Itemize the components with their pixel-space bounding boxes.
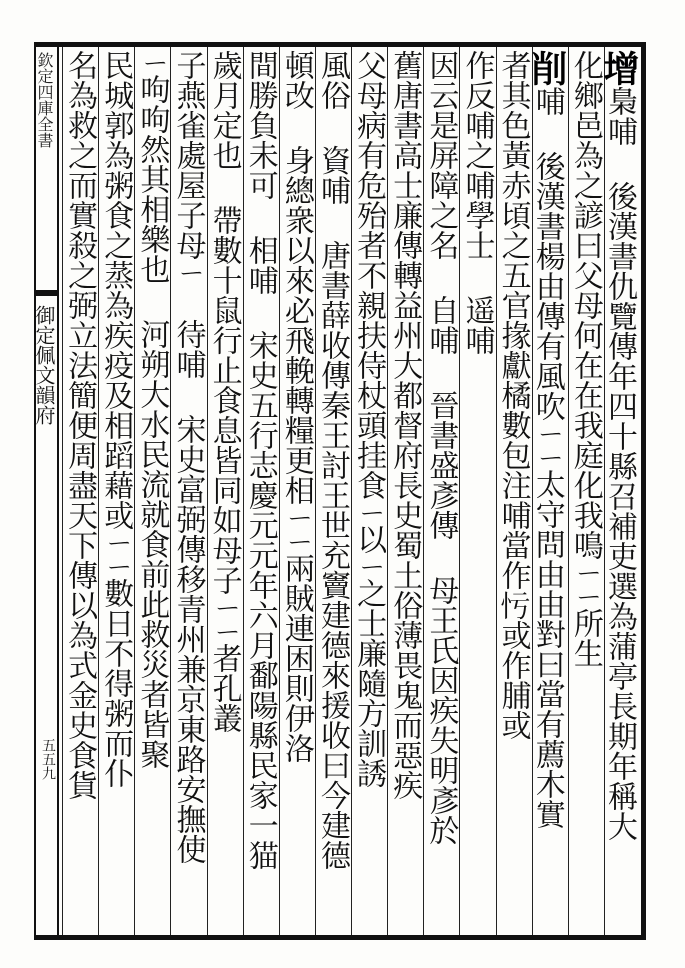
text-column [389, 50, 421, 930]
page-number: 五五九 [40, 738, 56, 780]
text-column [353, 50, 385, 930]
text-column [461, 50, 493, 930]
text-column [317, 50, 349, 930]
edge-volume-title: 御定佩文韻府 [32, 305, 56, 425]
column-text: 民城郭為粥食之蒸為疾疫及相蹈藉或ㄧㄧ數日不得粥而仆 [98, 50, 134, 788]
column-heading: 削 [525, 50, 568, 86]
column-text: 子燕雀處屋子母ㄧ 待哺 宋史富弼傳移青州兼京東路安撫使 [170, 50, 206, 864]
text-column [136, 50, 168, 930]
column-text: 名為救之而實殺之弼立法簡便周盡天下傳以為式金史食貨 [62, 50, 98, 800]
column-text: ㄧ呴呴然其相樂也 河朔大水民流就食前此救災者皆聚 [134, 50, 170, 769]
text-column [242, 50, 278, 930]
column-text: 父母病有危殆者不親扶侍杖頭挂食ㄧ以ㄧ之士廉隨方訓誘 [351, 50, 387, 788]
text-column [425, 50, 457, 930]
column-text: 化鄉邑為之諺曰父母何在在我庭化我鳴ㄧㄧ所生 [567, 50, 603, 668]
column-text: 頓改 身總衆以來必飛輓轉糧更相ㄧㄧ兩賊連困則伊洛 [278, 50, 314, 763]
text-column [495, 50, 531, 930]
edge-book-title: 欽定四庫全書 [35, 52, 54, 148]
column-heading: 增 [598, 50, 640, 86]
text-column [172, 50, 204, 930]
text-column [278, 50, 314, 930]
column-text: 因云是屏障之名 自哺 晉書盛彥傳 母王氏因疾失明彥於 [423, 50, 459, 845]
frame-right-border [641, 42, 646, 940]
text-column [525, 50, 568, 930]
text-column [100, 50, 132, 930]
text-column [64, 50, 96, 930]
text-column [598, 50, 640, 930]
frame-top-border [34, 42, 646, 47]
text-column [206, 50, 242, 930]
text-column [567, 50, 603, 930]
column-text: 歲月定也 帶數十鼠行止食息皆同如母子ㄧㄧ者孔叢 [206, 50, 242, 733]
column-text: 梟哺 後漢書仇覽傳年四十縣召補吏選為蒲亭長期年稱大 [602, 86, 637, 841]
column-text: 作反哺之哺學士 遥哺 [459, 50, 495, 355]
frame-left-border [34, 42, 36, 940]
column-text: 者其色黃赤頃之五官掾獻橘數包注哺當作𢗃或作脯或 [495, 50, 531, 740]
frame-bottom-border [34, 935, 646, 940]
column-text: 間勝負未可 相哺 宋史五行志慶元元年六月鄱陽縣民家一猫 [242, 50, 278, 870]
column-text: 舊唐書高士廉傳轉益州大都督府長史蜀土俗薄畏鬼而惡疾 [387, 50, 423, 800]
column-text: 風俗 資哺 唐書薛收傳秦王討王世充竇建德來援收曰今建德 [315, 50, 350, 870]
column-text: 哺 後漢書楊由傳有風吹ㄧㄧ太守問由由對曰當有薦木實 [529, 86, 565, 829]
